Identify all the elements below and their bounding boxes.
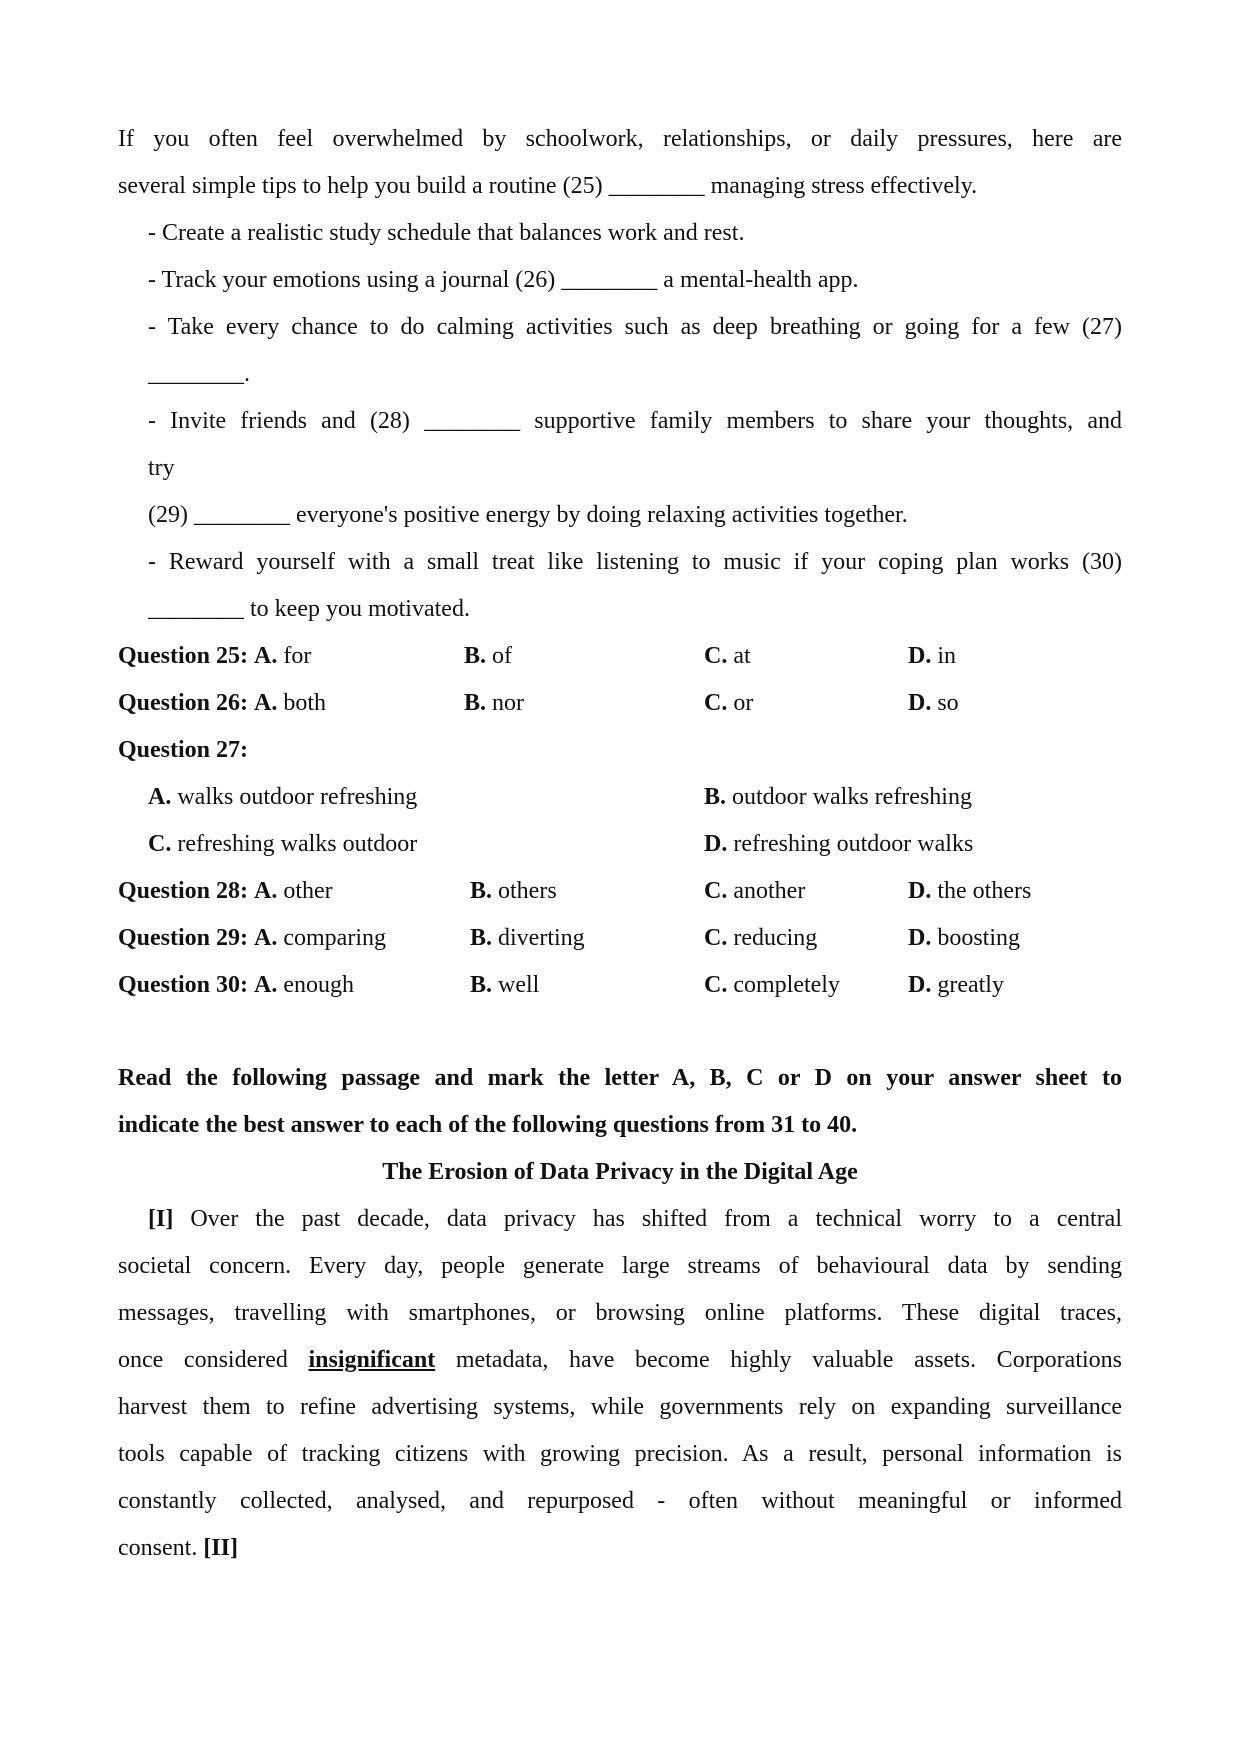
option-c: reducing bbox=[733, 925, 818, 951]
option-b: others bbox=[498, 878, 557, 904]
question-label: Question 27: bbox=[118, 737, 249, 763]
option-letter-d: D. bbox=[704, 831, 728, 857]
paragraph-marker: [II] bbox=[203, 1535, 238, 1561]
option-letter-d: D. bbox=[908, 643, 932, 669]
option-d: refreshing outdoor walks bbox=[733, 831, 974, 857]
passage-line bbox=[118, 1196, 1122, 1243]
option-b: of bbox=[492, 643, 513, 669]
option-letter-c: C. bbox=[704, 972, 728, 998]
option-d: the others bbox=[937, 878, 1032, 904]
option-c: or bbox=[733, 690, 754, 716]
cloze-tip: - Take every chance to do calming activities such as deep breathing or going for a few (27) bbox=[148, 314, 1122, 340]
passage-line: tools capable of tracking citizens with growing precision. As a result, personal information is bbox=[118, 1441, 1122, 1467]
option-letter-c: C. bbox=[148, 831, 172, 857]
option-letter-a: A. bbox=[254, 925, 278, 951]
cloze-intro-line: If you often feel overwhelmed by schoolwork, relationships, or daily pressures, here are bbox=[118, 126, 1122, 152]
question-label: Question 30: bbox=[118, 972, 249, 998]
option-a: comparing bbox=[283, 925, 386, 951]
question-28 bbox=[118, 868, 1122, 915]
option-letter-a: A. bbox=[254, 972, 278, 998]
option-d: greatly bbox=[937, 972, 1004, 998]
option-letter-a: A. bbox=[148, 784, 172, 810]
passage-line: messages, travelling with smartphones, or browsing online platforms. These digital traces, bbox=[118, 1300, 1122, 1326]
option-c: completely bbox=[733, 972, 840, 998]
cloze-tip: - Create a realistic study schedule that balances work and rest. bbox=[148, 220, 745, 246]
option-letter-b: B. bbox=[464, 690, 487, 716]
question-27-row-2 bbox=[118, 821, 1122, 868]
option-letter-a: A. bbox=[254, 878, 278, 904]
question-29 bbox=[118, 915, 1122, 962]
option-letter-a: A. bbox=[254, 643, 278, 669]
passage-text: once considered bbox=[118, 1347, 309, 1373]
option-a: other bbox=[283, 878, 333, 904]
paragraph-marker: [I] bbox=[148, 1206, 174, 1232]
option-d: boosting bbox=[937, 925, 1021, 951]
option-c: at bbox=[733, 643, 751, 669]
option-c: refreshing walks outdoor bbox=[177, 831, 418, 857]
option-letter-c: C. bbox=[704, 643, 728, 669]
option-letter-d: D. bbox=[908, 972, 932, 998]
passage-line: societal concern. Every day, people generate large streams of behavioural data by sending bbox=[118, 1253, 1122, 1279]
option-b: diverting bbox=[498, 925, 585, 951]
option-a: both bbox=[283, 690, 327, 716]
option-b: outdoor walks refreshing bbox=[732, 784, 972, 810]
passage-text: consent. bbox=[118, 1535, 204, 1561]
option-letter-c: C. bbox=[704, 925, 728, 951]
question-label: Question 28: bbox=[118, 878, 249, 904]
option-b: nor bbox=[492, 690, 525, 716]
option-d: in bbox=[937, 643, 957, 669]
cloze-intro-line: several simple tips to help you build a routine (25) ________ managing stress effectively. bbox=[118, 173, 978, 199]
cloze-tip: (29) ________ everyone's positive energy by doing relaxing activities together. bbox=[148, 502, 908, 528]
question-label: Question 26: bbox=[118, 690, 249, 716]
option-letter-b: B. bbox=[470, 972, 493, 998]
passage-line bbox=[118, 1337, 1122, 1384]
option-letter-b: B. bbox=[704, 784, 727, 810]
exam-page bbox=[118, 116, 1122, 1572]
cloze-tip: ________ to keep you motivated. bbox=[148, 596, 470, 622]
question-26 bbox=[118, 680, 1122, 727]
option-b: well bbox=[498, 972, 540, 998]
question-25 bbox=[118, 633, 1122, 680]
option-letter-b: B. bbox=[470, 878, 493, 904]
option-letter-d: D. bbox=[908, 690, 932, 716]
option-a: enough bbox=[283, 972, 355, 998]
passage-title: The Erosion of Data Privacy in the Digital Age bbox=[382, 1159, 858, 1185]
cloze-tip: - Reward yourself with a small treat like listening to music if your coping plan works (30) bbox=[148, 549, 1122, 575]
reading-instruction: Read the following passage and mark the letter A, B, C or D on your answer sheet to bbox=[118, 1065, 1122, 1091]
option-c: another bbox=[733, 878, 806, 904]
question-27-row-1 bbox=[118, 774, 1122, 821]
option-letter-d: D. bbox=[908, 878, 932, 904]
question-label: Question 29: bbox=[118, 925, 249, 951]
reading-instruction: indicate the best answer to each of the following questions from 31 to 40. bbox=[118, 1112, 858, 1138]
option-letter-a: A. bbox=[254, 690, 278, 716]
question-30 bbox=[118, 962, 1122, 1009]
option-letter-c: C. bbox=[704, 690, 728, 716]
passage-text: Over the past decade, data privacy has shifted from a technical worry to a central bbox=[173, 1206, 1122, 1232]
option-letter-b: B. bbox=[470, 925, 493, 951]
option-d: so bbox=[937, 690, 959, 716]
passage-line bbox=[118, 1525, 1122, 1572]
highlighted-word: insignificant bbox=[308, 1347, 436, 1373]
option-letter-d: D. bbox=[908, 925, 932, 951]
cloze-tip: try bbox=[148, 455, 175, 481]
question-label: Question 25: bbox=[118, 643, 249, 669]
option-a: walks outdoor refreshing bbox=[177, 784, 418, 810]
passage-line: constantly collected, analysed, and repurposed - often without meaningful or informed bbox=[118, 1488, 1122, 1514]
cloze-tip: ________. bbox=[148, 361, 250, 387]
section-gap bbox=[118, 1009, 1122, 1055]
option-a: for bbox=[283, 643, 312, 669]
cloze-tip: - Track your emotions using a journal (26) ________ a mental-health app. bbox=[148, 267, 859, 293]
passage-text: metadata, have become highly valuable assets. Corporations bbox=[435, 1347, 1123, 1373]
passage-line: harvest them to refine advertising systems, while governments rely on expanding surveillance bbox=[118, 1394, 1122, 1420]
option-letter-b: B. bbox=[464, 643, 487, 669]
cloze-tip: - Invite friends and (28) ________ supportive family members to share your thoughts, and bbox=[148, 408, 1122, 434]
option-letter-c: C. bbox=[704, 878, 728, 904]
